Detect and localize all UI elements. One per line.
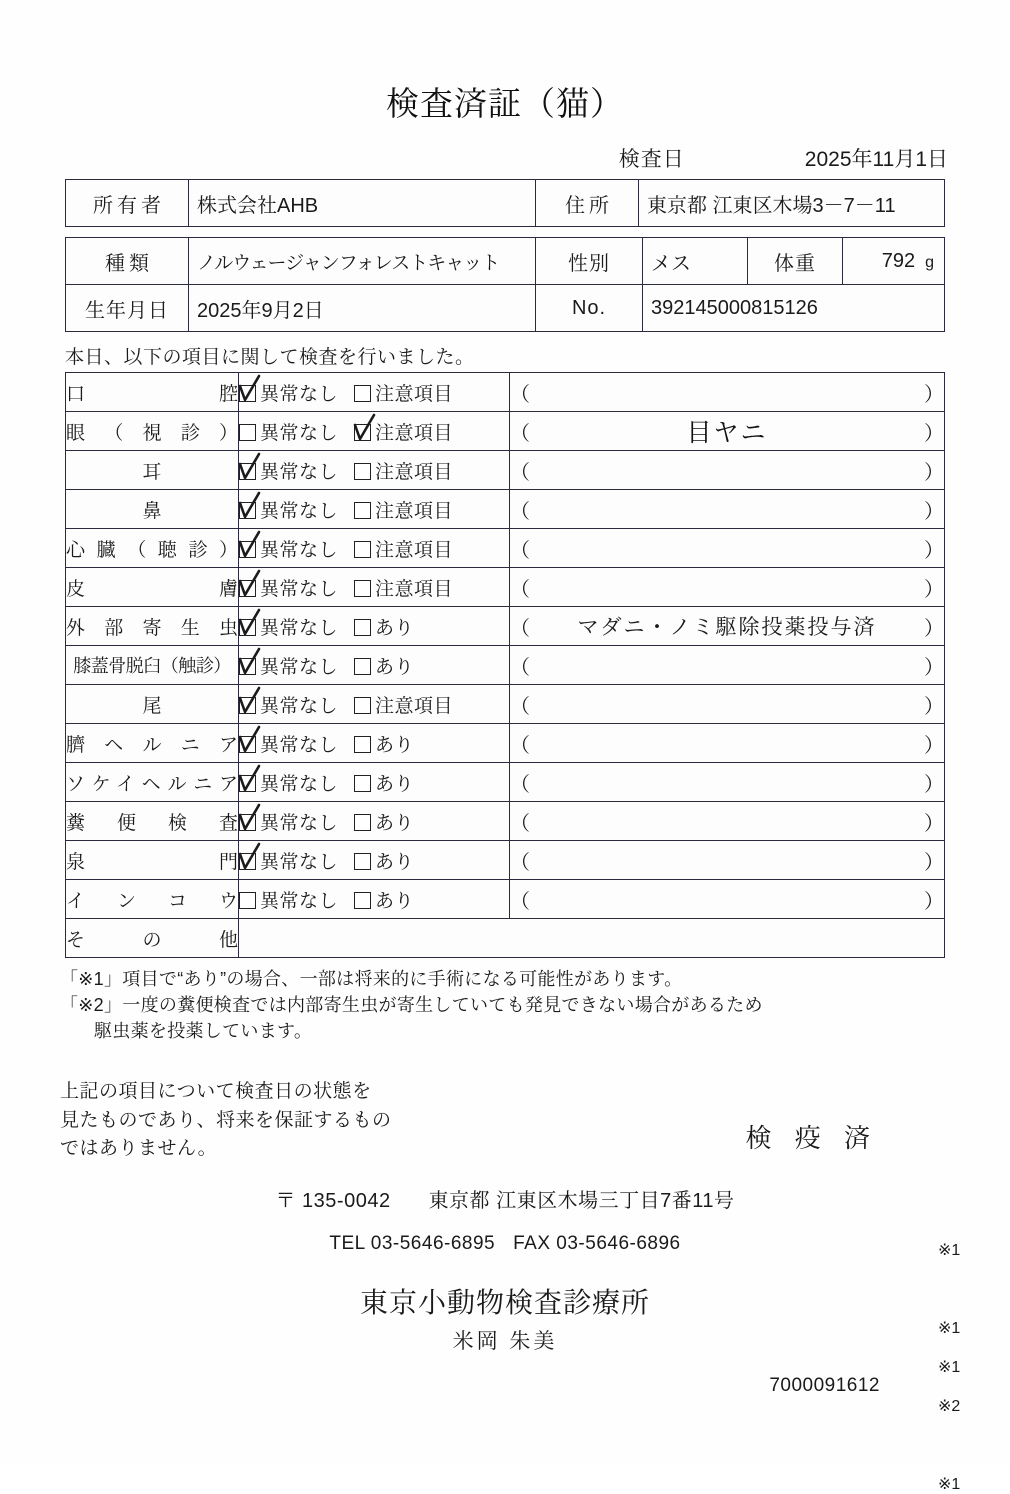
option-abnormal[interactable] [354,769,414,796]
option-normal[interactable] [239,535,338,562]
disclaimer-block [60,1078,950,1170]
option-normal[interactable] [239,496,338,523]
checkbox-label: 異常なし [260,461,339,483]
checkbox-label: 注意項目 [375,695,454,717]
paren-close: ） [924,461,944,484]
owner-value: 株式会社AHB [189,180,536,227]
weight-unit: g [925,253,934,271]
checkbox-label: 異常なし [260,617,339,639]
item-label: 膝蓋骨脱臼（触診） [66,646,239,685]
paren-close: ） [924,890,944,913]
sex-label: 性別 [536,238,643,285]
paren-close: ） [924,812,944,835]
paren-open: （ [510,812,530,835]
birthdate-label: 生年月日 [66,285,189,332]
item-note-cell [510,880,945,919]
table-row [66,412,945,451]
footnote-marker: ※1 [938,1242,961,1259]
item-options [239,451,510,490]
option-abnormal[interactable] [354,808,414,835]
other-label: その他 [66,919,239,958]
weight-label: 体重 [748,238,843,285]
checkbox-label: あり [375,812,415,834]
table-row [66,490,945,529]
table-row [66,646,945,685]
table-row [66,451,945,490]
checkbox-label: 注意項目 [375,383,454,405]
checkbox[interactable] [354,658,371,675]
table-row [66,724,945,763]
address-label: 住所 [536,180,639,227]
item-label: 心臓（聴診） [66,529,239,568]
checkbox-label: 異常なし [260,773,339,795]
item-label: 尾 [66,685,239,724]
option-abnormal[interactable] [354,418,453,445]
item-note-cell [510,490,945,529]
checkbox[interactable] [239,736,256,753]
item-note-cell [510,802,945,841]
item-options [239,607,510,646]
checkbox-label: 異常なし [260,383,339,405]
footnote-2-line1: 「※2」一度の糞便検査では内部寄生虫が寄生していても発見できない場合があるため [60,995,763,1016]
checkbox-label: 注意項目 [375,422,454,444]
clinic-zip: 〒 135-0042 [275,1190,391,1213]
paren-close: ） [924,617,944,640]
clinic-contact-line [0,1233,1010,1255]
reference-number: 7000091612 [769,1375,880,1397]
item-label: 泉門 [66,841,239,880]
checkbox[interactable] [354,697,371,714]
option-abnormal[interactable] [354,613,414,640]
breed-label: 種類 [66,238,189,285]
checkbox[interactable] [354,580,371,597]
checkbox[interactable] [354,853,371,870]
item-note-cell [510,529,945,568]
checkbox[interactable] [354,619,371,636]
weight-value: 792 [881,249,916,272]
checkbox[interactable] [354,463,371,480]
option-abnormal[interactable] [354,691,453,718]
item-options [239,685,510,724]
table-row [66,685,945,724]
checkbox[interactable] [239,814,256,831]
paren-open: （ [510,890,530,913]
item-options [239,412,510,451]
checkbox[interactable] [239,502,256,519]
checkbox[interactable] [239,853,256,870]
paren-close: ） [924,422,944,445]
footnote-marker: ※1 [938,1359,961,1376]
disclaimer-line-2: 見たものであり、将来を保証するもの [60,1109,392,1131]
item-options [239,763,510,802]
item-note-cell [510,646,945,685]
breed-text: ノルウェージャンフォレストキャット [197,252,500,274]
paren-close: ） [924,656,944,679]
inspection-date-label: 検査日 [618,148,685,171]
table-row [66,373,945,412]
checkbox-label: 注意項目 [375,500,454,522]
option-normal[interactable] [239,808,338,835]
clinic-name: 東京小動物検査診療所 [359,1287,650,1319]
checkbox[interactable] [239,619,256,636]
checkbox-label: あり [375,851,415,873]
paren-close: ） [924,500,944,523]
item-label: 耳 [66,451,239,490]
option-abnormal[interactable] [354,535,453,562]
checkbox-label: 異常なし [260,656,339,678]
option-abnormal[interactable] [354,574,453,601]
footnote-marker: ※2 [938,1398,961,1415]
owner-row [66,180,945,227]
checkbox[interactable] [239,424,256,441]
checkbox-label: 異常なし [260,695,339,717]
paren-open: （ [510,734,530,757]
paren-close: ） [924,578,944,601]
paren-open: （ [510,695,530,718]
checkbox-label: 注意項目 [375,539,454,561]
item-label: 皮膚 [66,568,239,607]
item-note-cell [510,685,945,724]
inspection-date-value: 2025年11月1日 [804,148,948,171]
table-row [66,802,945,841]
sex-value: メス [643,238,748,285]
item-label: インコウ [66,880,239,919]
birthdate-value: 2025年9月2日 [189,285,536,332]
item-note-cell [510,412,945,451]
clinic-address: 東京都 江東区木場三丁目7番11号 [428,1190,735,1213]
checkbox[interactable] [239,385,256,402]
item-note-cell [510,763,945,802]
option-normal[interactable] [239,652,338,679]
option-abnormal[interactable] [354,652,414,679]
number-label: No. [536,285,643,332]
item-label: 眼（視診） [66,412,239,451]
footnote-marker: ※1 [938,1476,961,1493]
option-normal[interactable] [239,379,338,406]
checkbox-label: 異常なし [260,578,339,600]
checkbox-label: あり [375,734,415,756]
option-normal[interactable] [239,418,338,445]
paren-open: （ [510,422,530,445]
item-options [239,646,510,685]
checkbox[interactable] [354,541,371,558]
weight-value-cell [843,238,945,285]
item-note-cell [510,607,945,646]
option-normal[interactable] [239,613,338,640]
option-abnormal[interactable] [354,730,414,757]
checkbox[interactable] [354,814,371,831]
disclaimer-line-3: ではありません。 [60,1138,218,1160]
checkbox-label: 異常なし [260,812,339,834]
animal-row-2 [66,285,945,332]
paren-close: ） [924,773,944,796]
item-options [239,880,510,919]
checkbox[interactable] [354,385,371,402]
item-label: 糞便検査 [66,802,239,841]
checkbox[interactable] [354,424,371,441]
item-note-cell [510,568,945,607]
option-abnormal[interactable] [354,457,453,484]
quarantine-stamp: 検 疫 済 [745,1123,878,1154]
paren-close: ） [924,851,944,874]
item-options [239,529,510,568]
checkbox-label: あり [375,617,415,639]
item-note-handwritten: 目ヤニ [686,418,768,447]
paren-open: （ [510,773,530,796]
option-abnormal[interactable] [354,886,414,913]
checkbox-label: 注意項目 [375,461,454,483]
item-note-cell [510,724,945,763]
checkbox-label: あり [375,656,415,678]
option-normal[interactable] [239,574,338,601]
animal-table [65,237,945,332]
item-label: ソケイヘルニア [66,763,239,802]
option-normal[interactable] [239,886,338,913]
paren-open: （ [510,578,530,601]
number-value: 392145000815126 [643,285,945,332]
veterinarian-name: 米岡 朱美 [452,1330,558,1354]
checkbox[interactable] [239,463,256,480]
checkbox-label: 異常なし [260,422,339,444]
item-note-text: マダニ・ノミ駆除投薬投与済 [577,616,877,639]
paren-open: （ [510,461,530,484]
checkbox-label: 異常なし [260,734,339,756]
checkbox-label: 異常なし [260,890,339,912]
item-label: 外部寄生虫 [66,607,239,646]
address-value: 東京都 江東区木場3－7－11 [639,180,945,227]
option-abnormal[interactable] [354,847,414,874]
option-normal[interactable] [239,769,338,796]
paren-close: ） [924,539,944,562]
clinic-fax: FAX 03-5646-6896 [513,1233,681,1255]
paren-open: （ [510,851,530,874]
checkbox-label: あり [375,773,415,795]
item-label: 臍ヘルニア [66,724,239,763]
footnote-2-line2: 駆虫薬を投薬しています。 [94,1021,313,1042]
checkbox-label: 注意項目 [375,578,454,600]
page-title: 検査済証（猫） [386,85,624,122]
paren-close: ） [924,695,944,718]
breed-value [189,238,536,285]
paren-open: （ [510,500,530,523]
checkbox-label: 異常なし [260,500,339,522]
item-label: 口腔 [66,373,239,412]
paren-open: （ [510,383,530,406]
checkbox-label: あり [375,890,415,912]
owner-table [65,179,945,227]
item-options [239,841,510,880]
inspection-date-row [0,143,948,173]
checkbox[interactable] [354,736,371,753]
clinic-tel: TEL 03-5646-6895 [329,1233,496,1255]
paren-open: （ [510,539,530,562]
table-row [66,568,945,607]
checkbox-label: 異常なし [260,851,339,873]
table-row [66,880,945,919]
animal-row-1 [66,238,945,285]
item-options [239,490,510,529]
disclaimer-text [60,1078,480,1164]
option-normal[interactable] [239,730,338,757]
checkbox[interactable] [239,580,256,597]
disclaimer-line-1: 上記の項目について検査日の状態を [60,1081,372,1103]
checkbox[interactable] [239,775,256,792]
checkbox[interactable] [354,502,371,519]
item-options [239,802,510,841]
footnotes [60,966,950,1044]
checkbox[interactable] [354,892,371,909]
table-row [66,607,945,646]
table-row-other [66,919,945,958]
item-note-cell [510,373,945,412]
item-label: 鼻 [66,490,239,529]
paren-close: ） [924,734,944,757]
checkbox[interactable] [239,697,256,714]
inspection-items-table [65,372,945,958]
table-row [66,763,945,802]
owner-label: 所有者 [66,180,189,227]
item-options [239,568,510,607]
footnote-1: 「※1」項目で“あり”の場合、一部は将来的に手術になる可能性があります。 [60,969,683,989]
item-options [239,373,510,412]
option-normal[interactable] [239,691,338,718]
item-note-cell [510,451,945,490]
option-abnormal[interactable] [354,496,453,523]
table-row [66,529,945,568]
paren-open: （ [510,617,530,640]
option-abnormal[interactable] [354,379,453,406]
lead-text: 本日、以下の項目に関して検査を行いました。 [65,347,475,368]
checkbox-label: 異常なし [260,539,339,561]
checkbox[interactable] [354,775,371,792]
option-normal[interactable] [239,847,338,874]
paren-open: （ [510,656,530,679]
item-options [239,724,510,763]
paren-close: ） [924,383,944,406]
other-value [239,919,945,958]
clinic-address-line [0,1184,1010,1213]
table-row [66,841,945,880]
footnote-marker: ※1 [938,1320,961,1337]
checkbox[interactable] [239,892,256,909]
checkbox[interactable] [239,541,256,558]
item-note-cell [510,841,945,880]
checkbox[interactable] [239,658,256,675]
option-normal[interactable] [239,457,338,484]
